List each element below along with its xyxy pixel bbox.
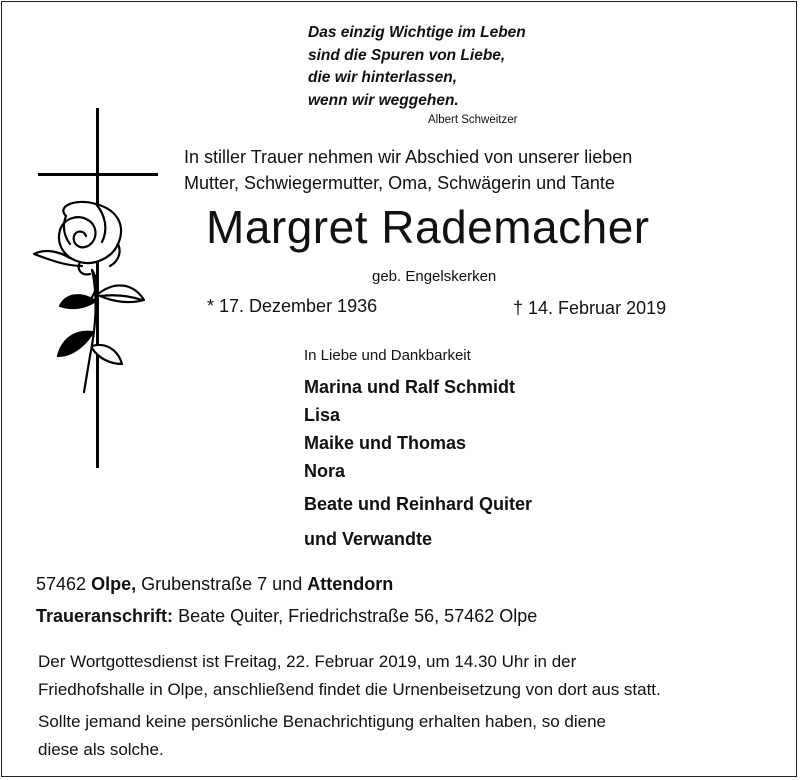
notice-info xyxy=(38,708,606,764)
mourner-name: Marina und Ralf Schmidt xyxy=(304,377,516,397)
intro-line: Mutter, Schwiegermutter, Oma, Schwägerin und Tante xyxy=(184,173,615,193)
notice-line: Sollte jemand keine persönliche Benachrichtigung erhalten haben, so diene xyxy=(38,712,606,731)
street: Grubenstraße 7 und xyxy=(141,574,303,594)
deceased-name: Margret Rademacher xyxy=(206,201,650,253)
mourning-address-label: Traueranschrift: xyxy=(36,606,174,626)
notice-line: diese als solche. xyxy=(38,740,164,759)
quote-line: sind die Spuren von Liebe, xyxy=(308,46,506,64)
zip-code: 57462 xyxy=(36,574,87,594)
birth-date: * 17. Dezember 1936 xyxy=(207,296,378,316)
quote-line: die wir hinterlassen, xyxy=(308,69,458,86)
death-date: † 14. Februar 2019 xyxy=(513,298,667,318)
mourning-address xyxy=(36,606,537,627)
maiden-name: geb. Engelskerken xyxy=(372,268,497,285)
mourner-name: und Verwandte xyxy=(304,529,433,549)
mourning-address-value: Beate Quiter, Friedrichstraße 56, 57462 Olpe xyxy=(178,606,538,626)
mourner-name: Nora xyxy=(304,461,346,481)
rose-icon xyxy=(26,196,156,396)
mourner-name: Lisa xyxy=(304,405,341,425)
mourners-heading: In Liebe und Dankbarkeit xyxy=(304,347,471,364)
city: Olpe, xyxy=(91,574,137,594)
service-line: Friedhofshalle in Olpe, anschließend findet die Urnenbeisetzung von dort aus statt. xyxy=(38,680,661,699)
quote-line: wenn wir weggehen. xyxy=(308,91,459,109)
city-secondary: Attendorn xyxy=(307,574,394,594)
mourner-name: Beate und Reinhard Quiter xyxy=(304,494,533,514)
quote-line: Das einzig Wichtige im Leben xyxy=(308,24,526,41)
intro-line: In stiller Trauer nehmen wir Abschied von unserer lieben xyxy=(184,147,633,167)
quote xyxy=(308,22,526,112)
mourner-name: Maike und Thomas xyxy=(304,433,467,453)
residence-line xyxy=(36,574,393,595)
service-line: Der Wortgottesdienst ist Freitag, 22. Februar 2019, um 14.30 Uhr in der xyxy=(38,652,577,671)
cross-bar xyxy=(38,173,158,176)
intro-text xyxy=(184,144,632,196)
service-info xyxy=(38,648,661,704)
quote-author: Albert Schweitzer xyxy=(428,114,518,126)
